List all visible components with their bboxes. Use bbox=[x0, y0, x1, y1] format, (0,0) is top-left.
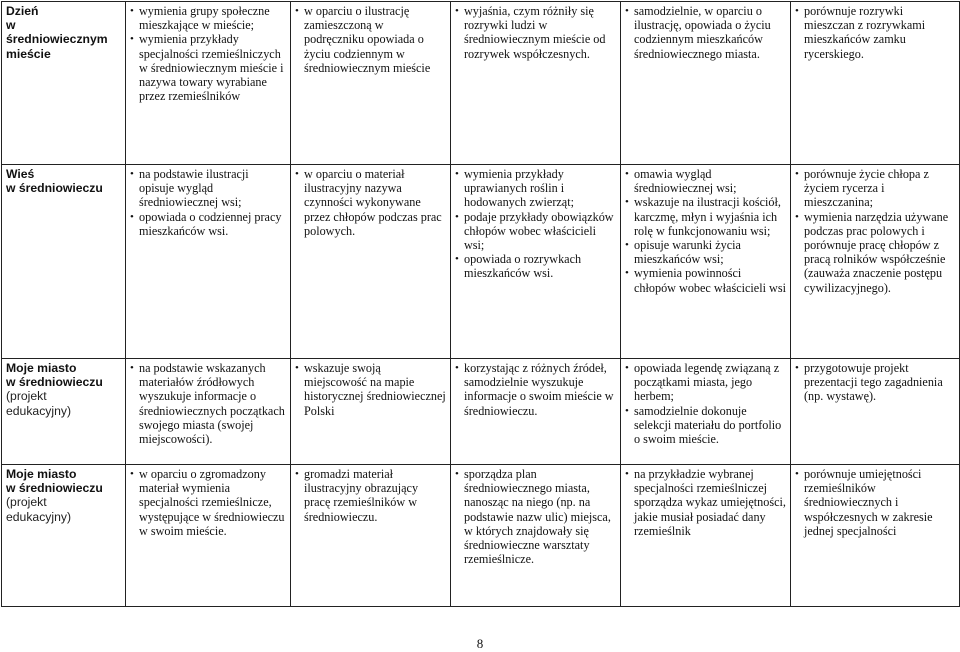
list-item: • wymienia przykłady specjalności rzemieślniczych w średniowiecznym mieście i nazywa towary wyrabiane przez rzemieślników bbox=[130, 32, 286, 103]
list-item: • w oparciu o ilustrację zamieszczoną w podręczniku opowiada o życiu codziennym w średniowiecznym mieście bbox=[295, 4, 446, 75]
list-item: • opowiada o codziennej pracy mieszkańców wsi. bbox=[130, 210, 286, 238]
list-item: • wymienia narzędzia używane podczas prac polowych i porównuje pracę chłopów z pracą rolników współcześnie (zauważa znaczenie postępu cywilizacyjnego). bbox=[795, 210, 955, 295]
requirement-cell bbox=[621, 465, 791, 607]
topic-title: w średniowieczu bbox=[6, 481, 103, 496]
list-item: • wskazuje swoją miejscowość na mapie historycznej średniowiecznej Polski bbox=[295, 361, 446, 418]
list-item: • samodzielnie dokonuje selekcji materiału do portfolio o swoim mieście. bbox=[625, 404, 786, 447]
list-item: • w oparciu o zgromadzony materiał wymienia specjalności rzemieślnicze, występujące w średniowieczu w swoim mieście. bbox=[130, 467, 286, 538]
requirement-cell bbox=[621, 165, 791, 359]
requirement-cell bbox=[621, 359, 791, 465]
requirement-cell bbox=[126, 359, 291, 465]
requirement-cell bbox=[291, 359, 451, 465]
requirement-cell bbox=[791, 465, 960, 607]
list-item: • gromadzi materiał ilustracyjny obrazujący pracę rzemieślników w średniowieczu. bbox=[295, 467, 446, 524]
list-item: • na przykładzie wybranej specjalności rzemieślniczej sporządza wykaz umiejętności, jakie musiał posiadać dany rzemieślnik bbox=[625, 467, 786, 538]
curriculum-table bbox=[1, 1, 960, 607]
topic-cell bbox=[2, 465, 126, 607]
requirement-cell bbox=[291, 165, 451, 359]
requirement-cell bbox=[451, 465, 621, 607]
topic-title: w średniowieczu bbox=[6, 375, 103, 390]
list-item: • porównuje życie chłopa z życiem rycerza i mieszczanina; bbox=[795, 167, 955, 210]
list-item: • podaje przykłady obowiązków chłopów wobec właścicieli wsi; bbox=[455, 210, 616, 253]
requirement-cell bbox=[451, 359, 621, 465]
topic-subtitle: edukacyjny) bbox=[6, 403, 72, 418]
list-item: • porównuje umiejętności rzemieślników średniowiecznych i współczesnych w zakresie jednej specjalności bbox=[795, 467, 955, 538]
requirement-cell bbox=[291, 465, 451, 607]
topic-title: Wieś bbox=[6, 167, 35, 181]
list-item: • sporządza plan średniowiecznego miasta, nanosząc na niego (np. na podstawie nazw ulic) miejsca, w których znajdowały się średniowieczne warsztaty rzemieślnicze. bbox=[455, 467, 616, 566]
topic-title: średniowiecznym bbox=[6, 32, 108, 47]
requirement-cell bbox=[291, 2, 451, 165]
list-item: • wymienia grupy społeczne mieszkające w mieście; bbox=[130, 4, 286, 32]
requirement-cell bbox=[791, 359, 960, 465]
topic-title: w bbox=[6, 18, 16, 33]
list-item: • wskazuje na ilustracji kościół, karczmę, młyn i wyjaśnia ich rolę w funkcjonowaniu wsi; bbox=[625, 195, 786, 238]
list-item: • opowiada legendę związaną z początkami miasta, jego herbem; bbox=[625, 361, 786, 404]
list-item: • na podstawie wskazanych materiałów źródłowych wyszukuje informacje o średniowiecznych początkach swojego miasta (swojej miejscowości). bbox=[130, 361, 286, 446]
list-item: • przygotowuje projekt prezentacji tego zagadnienia (np. wystawę). bbox=[795, 361, 955, 404]
list-item: • omawia wygląd średniowiecznej wsi; bbox=[625, 167, 786, 195]
table-row bbox=[2, 465, 960, 607]
topic-title: mieście bbox=[6, 46, 51, 61]
topic-cell bbox=[2, 165, 126, 359]
list-item: • wymienia powinności chłopów wobec właścicieli wsi bbox=[625, 266, 786, 294]
topic-cell bbox=[2, 2, 126, 165]
requirement-cell bbox=[451, 165, 621, 359]
topic-title: Moje miasto bbox=[6, 467, 77, 481]
topic-title: Moje miasto bbox=[6, 361, 77, 375]
requirement-cell bbox=[791, 165, 960, 359]
requirement-cell bbox=[126, 165, 291, 359]
topic-subtitle: (projekt bbox=[6, 389, 47, 404]
table-row bbox=[2, 165, 960, 359]
list-item: • opowiada o rozrywkach mieszkańców wsi. bbox=[455, 252, 616, 280]
requirement-cell bbox=[126, 465, 291, 607]
list-item: • wymienia przykłady uprawianych roślin i hodowanych zwierząt; bbox=[455, 167, 616, 210]
requirement-cell bbox=[791, 2, 960, 165]
list-item: • na podstawie ilustracji opisuje wygląd średniowiecznej wsi; bbox=[130, 167, 286, 210]
topic-title: w średniowieczu bbox=[6, 181, 103, 196]
list-item: • samodzielnie, w oparciu o ilustrację, opowiada o życiu codziennym mieszkańców średniowiecznego miasta. bbox=[625, 4, 786, 61]
list-item: • wyjaśnia, czym różniły się rozrywki ludzi w średniowiecznym mieście od rozrywek współczesnych. bbox=[455, 4, 616, 61]
page-number: 8 bbox=[476, 636, 484, 651]
table-row bbox=[2, 359, 960, 465]
topic-subtitle: (projekt bbox=[6, 495, 47, 510]
requirement-cell bbox=[126, 2, 291, 165]
list-item: • korzystając z różnych źródeł, samodzielnie wyszukuje informacje o swoim mieście w średniowieczu. bbox=[455, 361, 616, 418]
requirement-cell bbox=[451, 2, 621, 165]
table-row bbox=[2, 2, 960, 165]
list-item: • porównuje rozrywki mieszczan z rozrywkami mieszkańców zamku rycerskiego. bbox=[795, 4, 955, 61]
list-item: • opisuje warunki życia mieszkańców wsi; bbox=[625, 238, 786, 266]
list-item: • w oparciu o materiał ilustracyjny nazywa czynności wykonywane przez chłopów podczas prac polowych. bbox=[295, 167, 446, 238]
topic-subtitle: edukacyjny) bbox=[6, 509, 72, 524]
topic-title: Dzień bbox=[6, 4, 39, 18]
requirement-cell bbox=[621, 2, 791, 165]
topic-cell bbox=[2, 359, 126, 465]
